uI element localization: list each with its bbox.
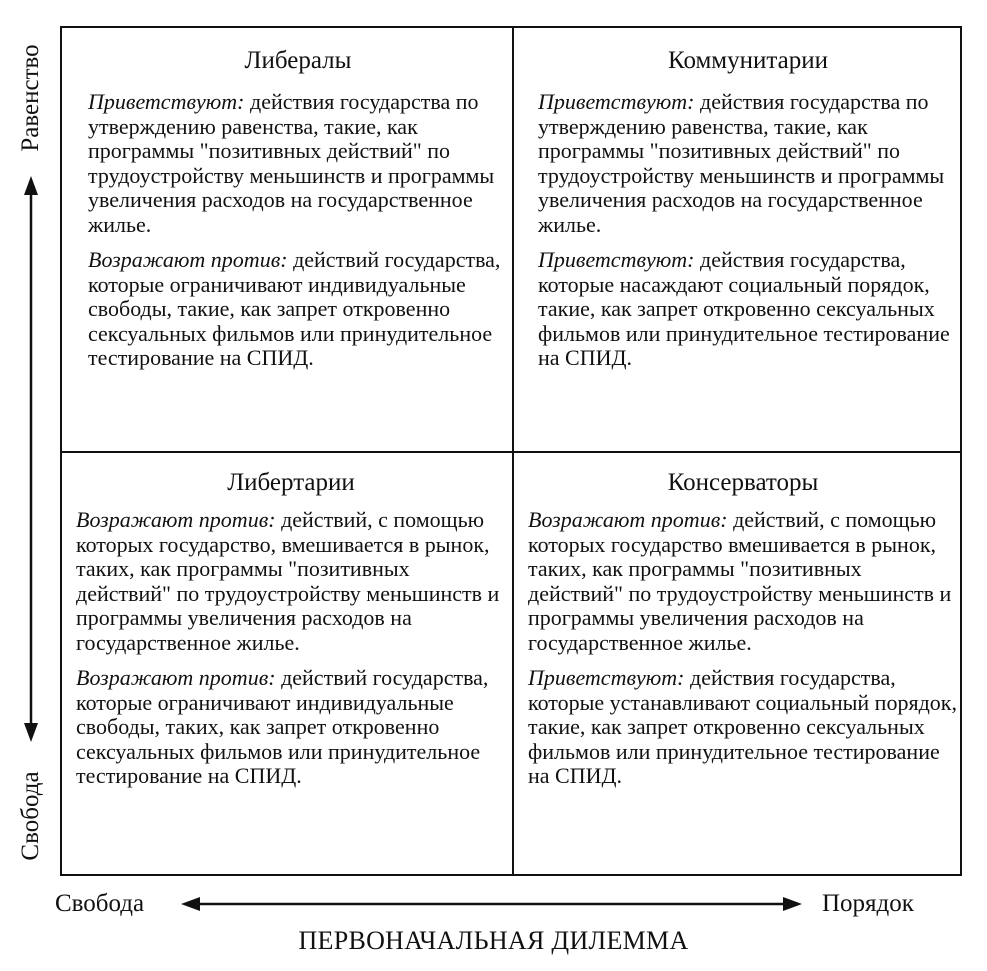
- quadrant-paragraph-1: [538, 90, 958, 237]
- quadrant-paragraph-2: [88, 248, 508, 371]
- quadrant-title: Коммунитарии: [668, 47, 828, 74]
- quadrant-communitarians: [538, 46, 958, 382]
- paragraph-text: действия государства по утверждению равенства, такие, как программы "позитивных действий" по трудоустройству меньшинств и программы увеличения расходов на государственное жилье.: [88, 89, 495, 237]
- paragraph-lead: Приветствуют:: [538, 89, 695, 114]
- paragraph-text: действий, с помощью которых государство вмешивается в рынок, таких, как программы "позитивных действий" по трудоустройству меньшинств и программы увеличения расходов на государственное жилье.: [528, 507, 952, 655]
- quadrant-paragraph-1: [88, 90, 508, 237]
- paragraph-lead: Возражают против:: [528, 507, 728, 532]
- paragraph-text: действий государства, которые ограничивают индивидуальные свободы, такие, как запрет откровенно сексуальных фильмов или принудительное тестирование на СПИД.: [88, 247, 501, 370]
- horizontal-axis-right-label: Порядок: [822, 890, 914, 917]
- paragraph-lead: Возражают против:: [76, 507, 276, 532]
- horizontal-divider: [62, 451, 960, 453]
- paragraph-text: действий государства, которые ограничивают индивидуальные свободы, таких, как запрет откровенно сексуальных фильмов или принудительное тестирование на СПИД.: [76, 665, 489, 788]
- paragraph-text: действий, с помощью которых государство, вмешивается в рынок, таких, как программы "позитивных действий" по трудоустройству меньшинств и программы увеличения расходов на государственное жилье.: [76, 507, 500, 655]
- quadrant-paragraph-2: [538, 248, 958, 371]
- quadrant-title: Либералы: [244, 47, 352, 74]
- vertical-axis-top-label: Равенство: [17, 44, 44, 152]
- paragraph-lead: Приветствуют:: [88, 89, 245, 114]
- paragraph-text: действия государства по утверждению равенства, такие, как программы "позитивных действий" по трудоустройству меньшинств и программы увеличения расходов на государственное жилье.: [538, 89, 945, 237]
- paragraph-text: действия государства, которые устанавливают социальный порядок, такие, как запрет откровенно сексуальных фильмов или принудительное тестирование на СПИД.: [528, 665, 957, 788]
- paragraph-lead: Приветствуют:: [528, 665, 685, 690]
- quadrant-libertarians: [76, 468, 506, 800]
- vertical-axis-bottom-label: Свобода: [17, 771, 44, 861]
- quadrant-liberals: [88, 46, 508, 382]
- horizontal-double-arrow: [181, 897, 802, 911]
- quadrant-paragraph-2: [528, 666, 958, 789]
- quadrant-title: Консерваторы: [667, 469, 819, 496]
- horizontal-axis-left-label: Свобода: [55, 890, 145, 917]
- quadrant-title: Либертарии: [227, 469, 355, 496]
- quadrant-conservatives: [528, 468, 958, 800]
- paragraph-lead: Возражают против:: [88, 247, 288, 272]
- paragraph-lead: Возражают против:: [76, 665, 276, 690]
- vertical-double-arrow: [24, 176, 38, 742]
- quadrant-grid: [60, 26, 962, 876]
- quadrant-paragraph-2: [76, 666, 506, 789]
- quadrant-paragraph-1: [76, 508, 506, 655]
- horizontal-axis-title: ПЕРВОНАЧАЛЬНАЯ ДИЛЕММА: [298, 926, 689, 955]
- paragraph-lead: Приветствуют:: [538, 247, 695, 272]
- quadrant-paragraph-1: [528, 508, 958, 655]
- paragraph-text: действия государства, которые насаждают социальный порядок, такие, как запрет откровенно сексуальных фильмов или принудительное тестирование на СПИД.: [538, 247, 950, 370]
